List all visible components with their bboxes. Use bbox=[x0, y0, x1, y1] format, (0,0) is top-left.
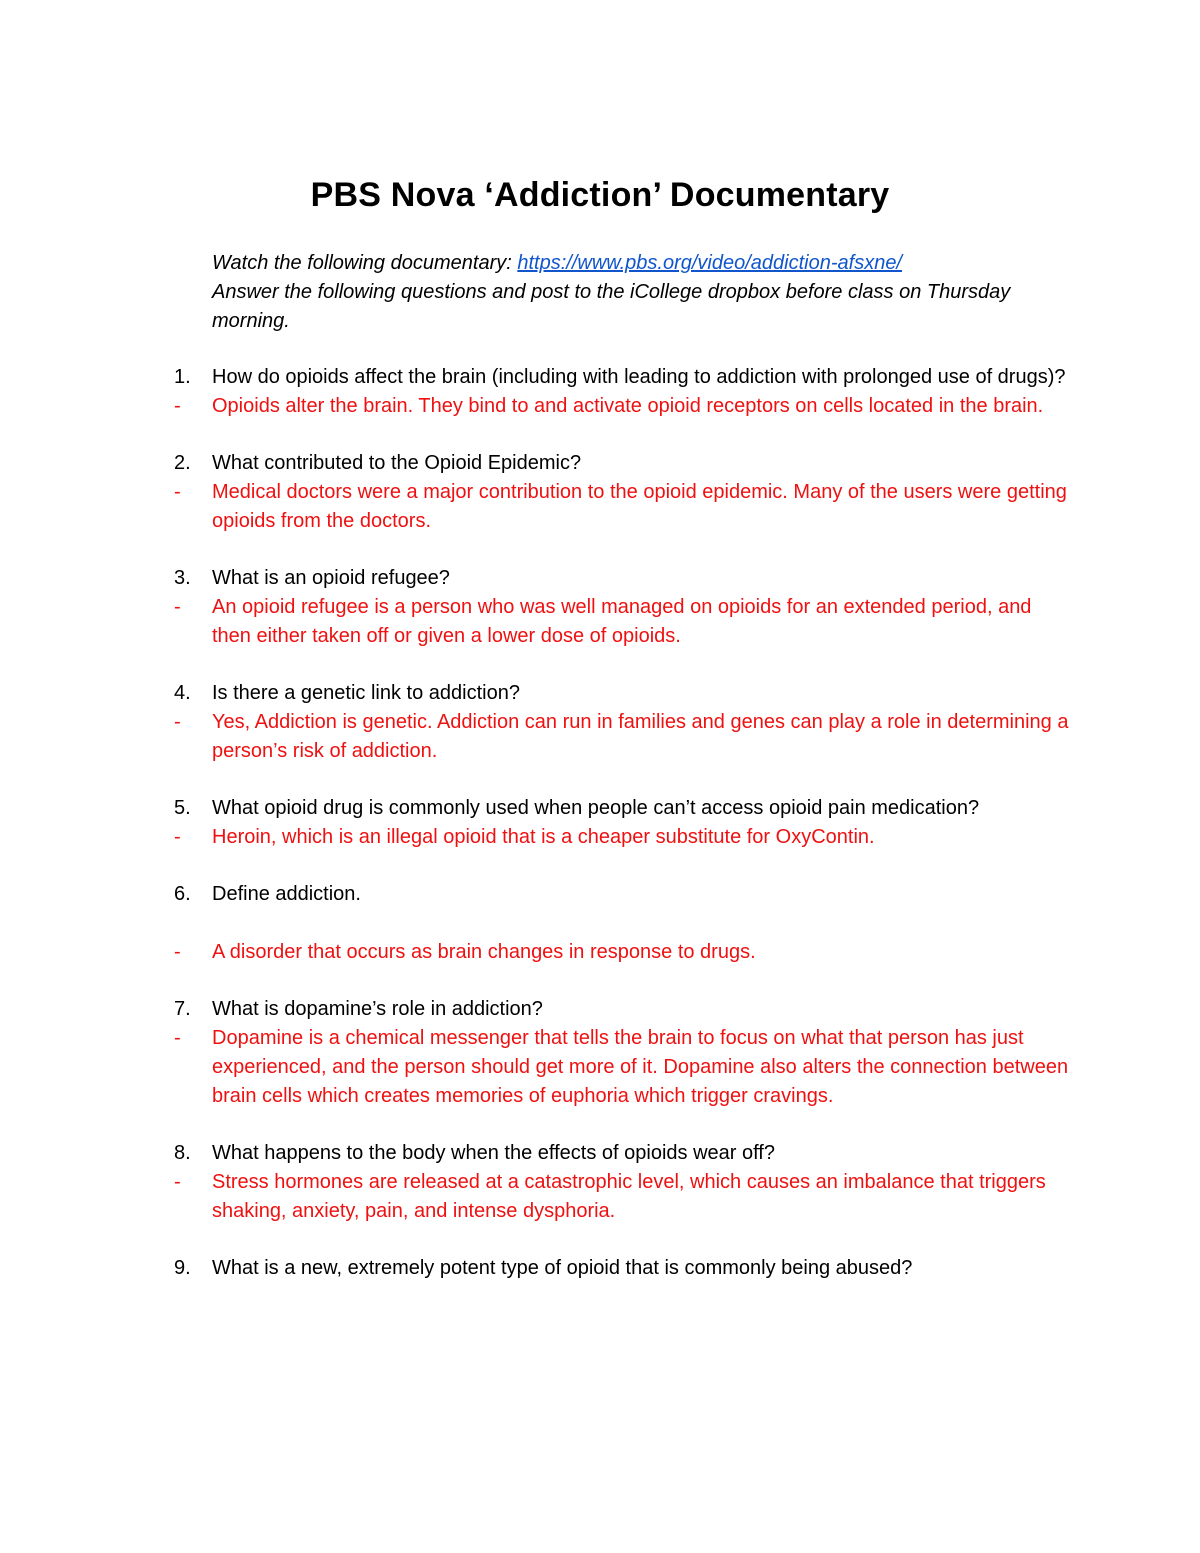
answer-text: An opioid refugee is a person who was well managed on opioids for an extended period, and then either taken off or given a lower dose of opioids. bbox=[212, 596, 1032, 647]
question-number: 1. bbox=[174, 366, 191, 388]
question-text: Define addiction. bbox=[212, 883, 361, 905]
answer-row bbox=[0, 938, 1200, 967]
question-text: Is there a genetic link to addiction? bbox=[212, 682, 520, 704]
answer-row bbox=[0, 593, 1200, 651]
intro-paragraph bbox=[212, 249, 1012, 336]
answer-text: Yes, Addiction is genetic. Addiction can run in families and genes can play a role in determining a person’s risk of addiction. bbox=[212, 711, 1069, 762]
question-row bbox=[0, 1254, 1200, 1283]
question-text: What is an opioid refugee? bbox=[212, 567, 450, 589]
blank-line bbox=[0, 909, 1200, 938]
question-number: 6. bbox=[174, 883, 191, 905]
question-item-8 bbox=[0, 1139, 1200, 1226]
question-number: 3. bbox=[174, 567, 191, 589]
intro-watch-text: Watch the following documentary: bbox=[212, 252, 518, 274]
question-item-6 bbox=[0, 880, 1200, 967]
answer-text: Heroin, which is an illegal opioid that is a cheaper substitute for OxyContin. bbox=[212, 826, 875, 848]
question-number: 9. bbox=[174, 1257, 191, 1279]
answer-dash: - bbox=[174, 1171, 181, 1193]
question-item-4 bbox=[0, 679, 1200, 766]
answer-text: Medical doctors were a major contribution to the opioid epidemic. Many of the users were getting opioids from the doctors. bbox=[212, 481, 1067, 532]
question-item-5 bbox=[0, 794, 1200, 852]
question-row bbox=[0, 995, 1200, 1024]
question-number: 2. bbox=[174, 452, 191, 474]
question-text: What happens to the body when the effects of opioids wear off? bbox=[212, 1142, 775, 1164]
question-row bbox=[0, 679, 1200, 708]
answer-text: Stress hormones are released at a catastrophic level, which causes an imbalance that triggers shaking, anxiety, pain, and intense dysphoria. bbox=[212, 1171, 1046, 1222]
question-text: What is a new, extremely potent type of opioid that is commonly being abused? bbox=[212, 1257, 913, 1279]
answer-dash: - bbox=[174, 596, 181, 618]
question-row bbox=[0, 1139, 1200, 1168]
answer-dash: - bbox=[174, 826, 181, 848]
question-text: What opioid drug is commonly used when people can’t access opioid pain medication? bbox=[212, 797, 980, 819]
question-text: What contributed to the Opioid Epidemic? bbox=[212, 452, 582, 474]
question-number: 4. bbox=[174, 682, 191, 704]
question-row bbox=[0, 794, 1200, 823]
question-item-3 bbox=[0, 564, 1200, 651]
answer-dash: - bbox=[174, 941, 181, 963]
document-title: PBS Nova ‘Addiction’ Documentary bbox=[310, 176, 890, 214]
answer-dash: - bbox=[174, 481, 181, 503]
question-item-1 bbox=[0, 363, 1200, 421]
answer-row bbox=[0, 392, 1200, 421]
question-row bbox=[0, 363, 1200, 392]
question-list bbox=[0, 363, 1200, 1311]
question-row bbox=[0, 449, 1200, 478]
question-item-7 bbox=[0, 995, 1200, 1111]
question-number: 7. bbox=[174, 998, 191, 1020]
answer-text: Opioids alter the brain. They bind to and activate opioid receptors on cells located in the brain. bbox=[212, 395, 1044, 417]
question-text: How do opioids affect the brain (including with leading to addiction with prolonged use of drugs)? bbox=[212, 366, 1066, 388]
answer-text: Dopamine is a chemical messenger that tells the brain to focus on what that person has just experienced, and the person should get more of it. Dopamine also alters the connection between brain cells which creates memories of euphoria which trigger cravings. bbox=[212, 1027, 1069, 1107]
answer-row bbox=[0, 478, 1200, 536]
answer-dash: - bbox=[174, 1027, 181, 1049]
question-row bbox=[0, 880, 1200, 909]
answer-row bbox=[0, 1024, 1200, 1111]
question-item-9 bbox=[0, 1254, 1200, 1283]
question-number: 8. bbox=[174, 1142, 191, 1164]
answer-row bbox=[0, 823, 1200, 852]
answer-text: A disorder that occurs as brain changes in response to drugs. bbox=[212, 941, 756, 963]
answer-row bbox=[0, 708, 1200, 766]
answer-dash: - bbox=[174, 395, 181, 417]
question-text: What is dopamine’s role in addiction? bbox=[212, 998, 543, 1020]
question-number: 5. bbox=[174, 797, 191, 819]
intro-instructions: Answer the following questions and post to the iCollege dropbox before class on Thursday morning. bbox=[212, 281, 1011, 332]
answer-row bbox=[0, 1168, 1200, 1226]
question-item-2 bbox=[0, 449, 1200, 536]
answer-dash: - bbox=[174, 711, 181, 733]
question-row bbox=[0, 564, 1200, 593]
documentary-link[interactable]: https://www.pbs.org/video/addiction-afsxne/ bbox=[517, 252, 902, 274]
